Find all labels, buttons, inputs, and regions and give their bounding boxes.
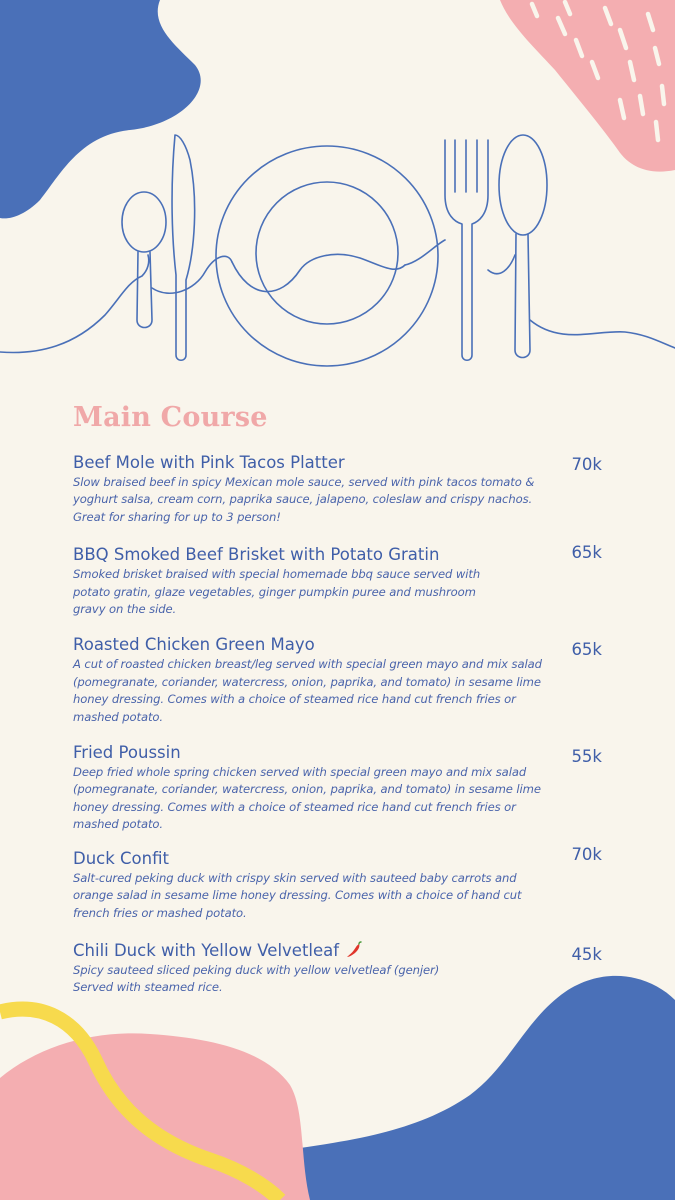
item-name-row bbox=[73, 940, 543, 962]
menu-item bbox=[73, 742, 613, 834]
chili-pepper-icon bbox=[345, 941, 363, 959]
menu-list bbox=[73, 452, 613, 997]
item-name: Beef Mole with Pink Tacos Platter bbox=[73, 453, 345, 472]
top-left-blue-blob bbox=[0, 0, 201, 218]
bottom-pink-blob bbox=[0, 1033, 310, 1200]
item-description: Deep fried whole spring chicken served with special green mayo and mix salad (pomegranate, coriander, watercress, onion, paprika, and tomato) in sesame lime honey dressing. Comes with a choice of steamed rice hand cut french fries or mashed potato. bbox=[73, 765, 541, 832]
item-name: Fried Poussin bbox=[73, 743, 181, 763]
item-price: 65k bbox=[571, 640, 602, 660]
item-description: Salt-cured peking duck with crispy skin served with sauteed baby carrots and orange salad in sesame lime honey dressing. Comes with a choice of hand cut french fries or mashed potato. bbox=[73, 870, 522, 920]
item-description: Smoked brisket braised with special homemade bbq sauce served with potato gratin, glaze vegetables, ginger pumpkin puree and mushroom gravy on the side. bbox=[73, 567, 481, 617]
menu-item bbox=[73, 844, 613, 922]
item-price: 65k bbox=[571, 543, 602, 563]
item-description: Slow braised beef in spicy Mexican mole sauce, served with pink tacos tomato & yoghurt salsa, cream corn, paprika sauce, jalapeno, coleslaw and crispy nachos. Great for sharing for up to 3 person! bbox=[73, 475, 535, 524]
item-description: Spicy sauteed sliced peking duck with yellow velvetleaf (genjer) Served with steamed rice. bbox=[73, 962, 440, 995]
top-right-pink-blob bbox=[500, 0, 675, 172]
item-price: 55k bbox=[571, 747, 602, 767]
item-price: 70k bbox=[571, 455, 602, 474]
item-price: 70k bbox=[571, 844, 602, 864]
bottom-blue-blob bbox=[300, 976, 675, 1200]
item-name: Roasted Chicken Green Mayo bbox=[73, 635, 315, 655]
item-price: 45k bbox=[571, 944, 602, 964]
section-title: Main Course bbox=[73, 402, 268, 433]
menu-item bbox=[73, 634, 613, 726]
item-name: Duck Confit bbox=[73, 848, 169, 868]
item-name: Chili Duck with Yellow Velvetleaf bbox=[73, 940, 340, 960]
table-setting-line-art bbox=[0, 135, 675, 366]
menu-item bbox=[73, 940, 613, 997]
item-description: A cut of roasted chicken breast/leg served with special green mayo and mix salad (pomegranate, coriander, watercress, onion, paprika, and tomato) in sesame lime honey dressing. Comes with a choice of steamed rice hand cut french fries or mashed potato. bbox=[73, 657, 542, 724]
menu-item bbox=[73, 452, 613, 526]
menu-item bbox=[73, 544, 613, 618]
item-name: BBQ Smoked Beef Brisket with Potato Gratin bbox=[73, 545, 440, 565]
